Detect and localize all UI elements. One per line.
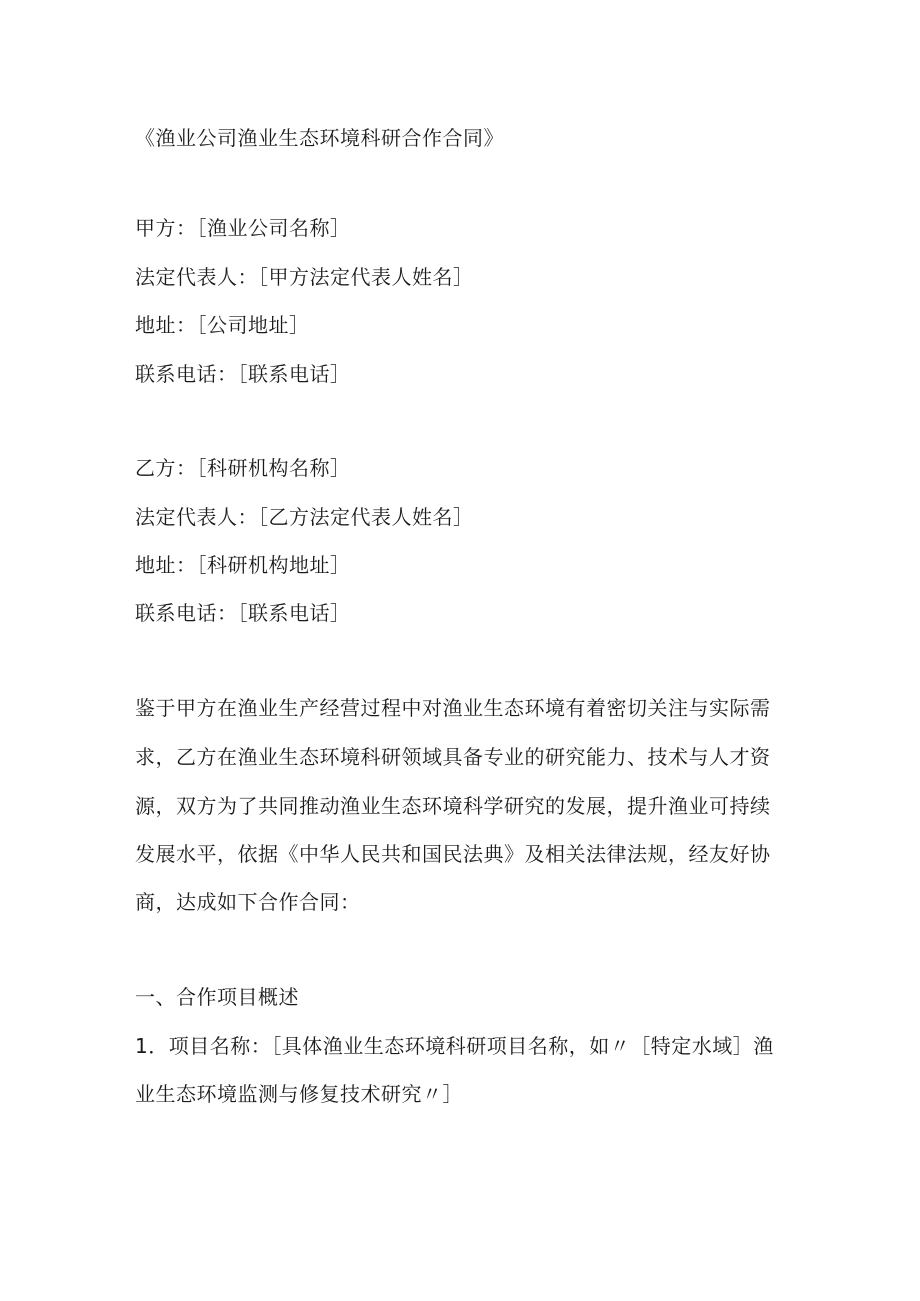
preamble-line: 求，乙方在渔业生态环境科研领域具备专业的研究能力、技术与人才资 bbox=[135, 745, 771, 769]
party-b-phone: 联系电话：［联系电话］ bbox=[135, 601, 351, 625]
item-line: 1．项目名称：［具体渔业生态环境科研项目名称，如〃［特定水域］渔 bbox=[135, 1034, 774, 1058]
party-a-representative: 法定代表人：［甲方法定代表人姓名］ bbox=[135, 265, 474, 289]
party-a-name: 甲方：［渔业公司名称］ bbox=[135, 216, 351, 240]
party-a-phone: 联系电话：［联系电话］ bbox=[135, 362, 351, 386]
section-heading: 一、合作项目概述 bbox=[135, 985, 299, 1009]
item-line: 业生态环境监测与修复技术研究〃］ bbox=[135, 1082, 463, 1106]
preamble-line: 鉴于甲方在渔业生产经营过程中对渔业生态环境有着密切关注与实际需 bbox=[135, 696, 771, 720]
preamble-line: 商，达成如下合作合同： bbox=[135, 890, 361, 914]
party-a-address: 地址：［公司地址］ bbox=[135, 313, 310, 337]
document-title: 《渔业公司渔业生态环境科研合作合同》 bbox=[135, 126, 504, 150]
preamble-line: 源，双方为了共同推动渔业生态环境科学研究的发展，提升渔业可持续 bbox=[135, 794, 771, 818]
party-b-name: 乙方：［科研机构名称］ bbox=[135, 456, 351, 480]
party-b-address: 地址：［科研机构地址］ bbox=[135, 553, 351, 577]
preamble-line: 发展水平，依据《中华人民共和国民法典》及相关法律法规，经友好协 bbox=[135, 842, 771, 866]
party-b-representative: 法定代表人：［乙方法定代表人姓名］ bbox=[135, 505, 474, 529]
